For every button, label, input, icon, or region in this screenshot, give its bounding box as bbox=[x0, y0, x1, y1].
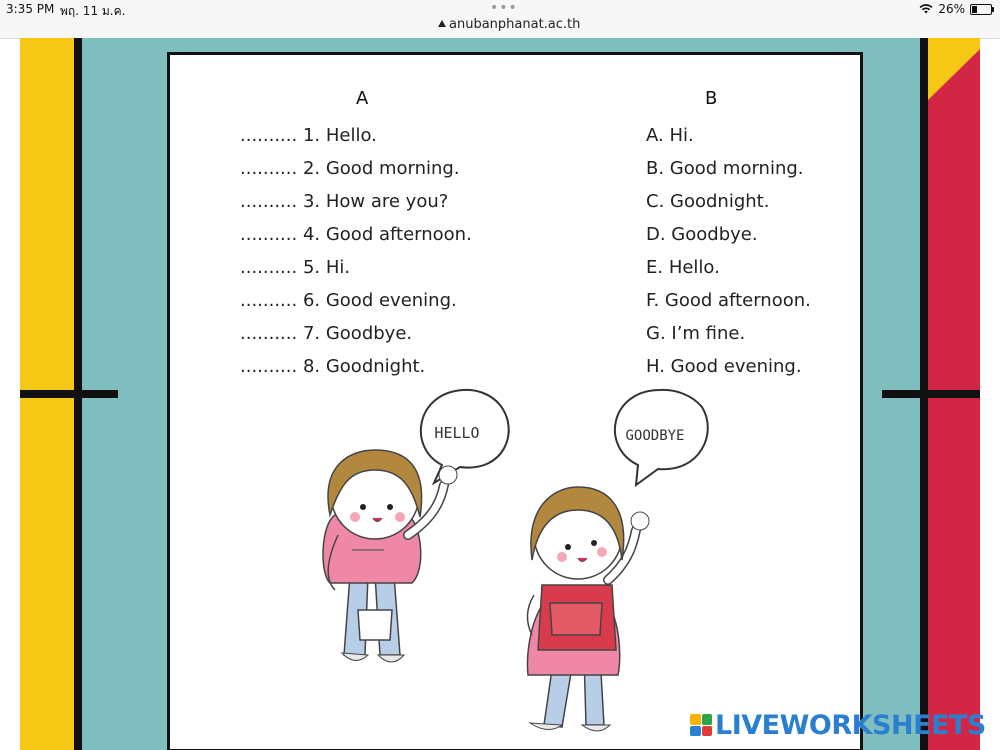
ios-status-bar bbox=[0, 0, 1000, 39]
hello-speech-bubble bbox=[421, 390, 509, 483]
column-a-item-text: 6. Good evening. bbox=[302, 290, 457, 311]
answer-blank[interactable]: .......... bbox=[240, 191, 298, 212]
status-time: 3:35 PM bbox=[6, 2, 55, 16]
column-b-item: G. I’m fine. bbox=[646, 323, 746, 344]
worksheet-page bbox=[167, 52, 863, 750]
address-url: anubanphanat.ac.th bbox=[449, 17, 581, 32]
column-a-item-text: 1. Hello. bbox=[302, 125, 377, 146]
answer-blank[interactable]: .......... bbox=[240, 257, 298, 278]
answer-blank[interactable]: .......... bbox=[240, 323, 298, 344]
column-a-heading: A bbox=[356, 88, 369, 109]
bubble-right-text: GOODBYE bbox=[625, 428, 685, 444]
answer-blank[interactable]: .......... bbox=[240, 125, 298, 146]
multitasking-dots-icon[interactable]: ••• bbox=[490, 0, 518, 16]
girl-right-figure bbox=[527, 487, 649, 731]
battery-icon bbox=[970, 4, 992, 15]
column-b-item: D. Goodbye. bbox=[646, 224, 758, 245]
bubble-left-text: HELLO bbox=[434, 424, 480, 442]
answer-blank[interactable]: .......... bbox=[240, 290, 298, 311]
lock-icon bbox=[438, 20, 446, 27]
liveworksheets-logo-text: LIVEWORKSHEETS bbox=[715, 709, 986, 741]
battery-percent: 26% bbox=[938, 2, 965, 16]
column-b-item: H. Good evening. bbox=[646, 356, 802, 377]
column-b-item: B. Good morning. bbox=[646, 158, 804, 179]
liveworksheets-logo[interactable] bbox=[690, 708, 986, 742]
column-a-item-text: 8. Goodnight. bbox=[302, 356, 426, 377]
column-a-item-text: 4. Good afternoon. bbox=[302, 224, 472, 245]
column-a-item-text: 5. Hi. bbox=[302, 257, 351, 278]
liveworksheets-logo-icon bbox=[690, 714, 712, 736]
left-black-crossbar bbox=[20, 390, 118, 398]
status-date: พฤ. 11 ม.ค. bbox=[60, 4, 126, 18]
column-a-item-text: 7. Goodbye. bbox=[302, 323, 413, 344]
column-a-item-text: 2. Good morning. bbox=[302, 158, 460, 179]
column-b-item: E. Hello. bbox=[646, 257, 720, 278]
battery-level bbox=[972, 6, 977, 13]
worksheet-viewport bbox=[20, 38, 980, 750]
column-b-item: A. Hi. bbox=[646, 125, 694, 146]
goodbye-speech-bubble bbox=[615, 390, 708, 485]
address-bar[interactable] bbox=[438, 17, 580, 32]
column-a-item-text: 3. How are you? bbox=[302, 191, 449, 212]
column-b-item: C. Goodnight. bbox=[646, 191, 770, 212]
answer-blank[interactable]: .......... bbox=[240, 224, 298, 245]
column-b-item: F. Good afternoon. bbox=[646, 290, 811, 311]
girls-illustration bbox=[170, 55, 866, 750]
answer-blank[interactable]: .......... bbox=[240, 158, 298, 179]
right-black-crossbar bbox=[882, 390, 980, 398]
status-indicators bbox=[919, 2, 992, 16]
wifi-icon bbox=[919, 4, 933, 14]
answer-blank[interactable]: .......... bbox=[240, 356, 298, 377]
column-b-heading: B bbox=[705, 88, 718, 109]
